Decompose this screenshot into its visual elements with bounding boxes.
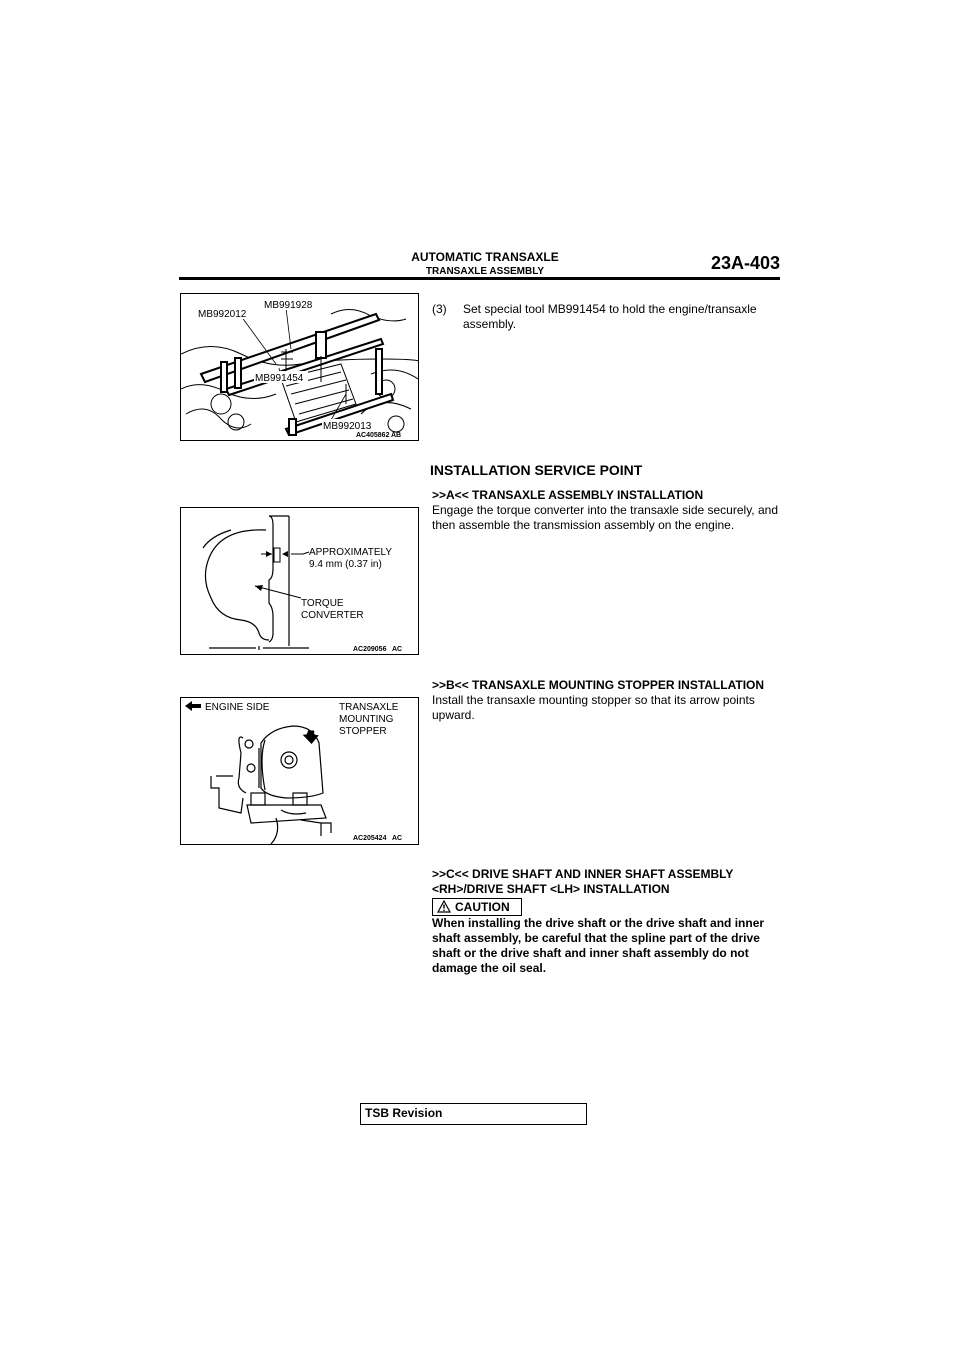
- header-rule: [179, 277, 780, 280]
- step-number: (3): [432, 302, 447, 316]
- caution-label: CAUTION: [455, 900, 510, 914]
- figure-code-suffix: AC: [392, 646, 403, 653]
- label-mb992013: MB992013: [323, 421, 372, 432]
- section-heading: INSTALLATION SERVICE POINT: [430, 462, 643, 478]
- page-number: 23A-403: [710, 253, 780, 273]
- label-torque: TORQUE: [301, 598, 344, 609]
- label-engine-side: ENGINE SIDE: [205, 702, 270, 713]
- label-mounting: MOUNTING: [339, 714, 394, 725]
- point-a-text: Engage the torque converter into the transaxle side securely, and then assemble the transmission assembly on the engine.: [432, 503, 778, 532]
- figure-code-suffix: AC: [392, 835, 403, 842]
- figure-code-suffix: AB: [391, 432, 402, 439]
- torque-converter-illustration: [181, 508, 418, 654]
- point-b-text: Install the transaxle mounting stopper so that its arrow points upward.: [432, 693, 755, 722]
- tsb-revision-label: TSB Revision: [365, 1106, 443, 1120]
- point-c-heading-line2: <RH>/DRIVE SHAFT <LH> INSTALLATION: [432, 882, 670, 896]
- label-transaxle: TRANSAXLE: [339, 702, 399, 713]
- figure-code: AC205424: [353, 835, 387, 842]
- point-c-heading-line1: >>C<< DRIVE SHAFT AND INNER SHAFT ASSEMBLY: [432, 867, 734, 881]
- section-subtitle: TRANSAXLE ASSEMBLY: [425, 266, 545, 277]
- label-mb992012: MB992012: [198, 309, 247, 320]
- caution-box: [432, 898, 522, 916]
- label-mb991928: MB991928: [264, 300, 313, 311]
- label-dimension: 9.4 mm (0.37 in): [309, 559, 382, 570]
- step-text: Set special tool MB991454 to hold the engine/transaxle assembly.: [463, 302, 757, 331]
- mounting-stopper-illustration: [181, 698, 418, 844]
- special-tool-illustration: [181, 294, 418, 440]
- figure-mounting-stopper: [180, 697, 419, 845]
- point-a: [432, 488, 782, 533]
- point-b: [432, 678, 782, 723]
- caution-text: When installing the drive shaft or the drive shaft and inner shaft assembly, be careful that the spline part of the drive shaft or the drive shaft and inner shaft assembly do not damage the oil seal.: [432, 916, 765, 975]
- label-converter: CONVERTER: [301, 610, 364, 621]
- warning-triangle-icon: [437, 900, 451, 913]
- figure-code: AC209056: [353, 646, 387, 653]
- point-b-heading: >>B<< TRANSAXLE MOUNTING STOPPER INSTALLATION: [432, 678, 765, 692]
- tsb-revision-box: [360, 1103, 587, 1125]
- figure-torque-converter: [180, 507, 419, 655]
- label-approximately: APPROXIMATELY: [309, 547, 392, 558]
- label-stopper: STOPPER: [339, 726, 387, 737]
- section-title: AUTOMATIC TRANSAXLE: [411, 250, 559, 264]
- label-mb991454: MB991454: [255, 373, 304, 384]
- point-c: [432, 867, 782, 897]
- figure-special-tool: [180, 293, 419, 441]
- step-3: [432, 302, 782, 332]
- figure-code: AC405862: [356, 432, 390, 439]
- point-a-heading: >>A<< TRANSAXLE ASSEMBLY INSTALLATION: [432, 488, 704, 502]
